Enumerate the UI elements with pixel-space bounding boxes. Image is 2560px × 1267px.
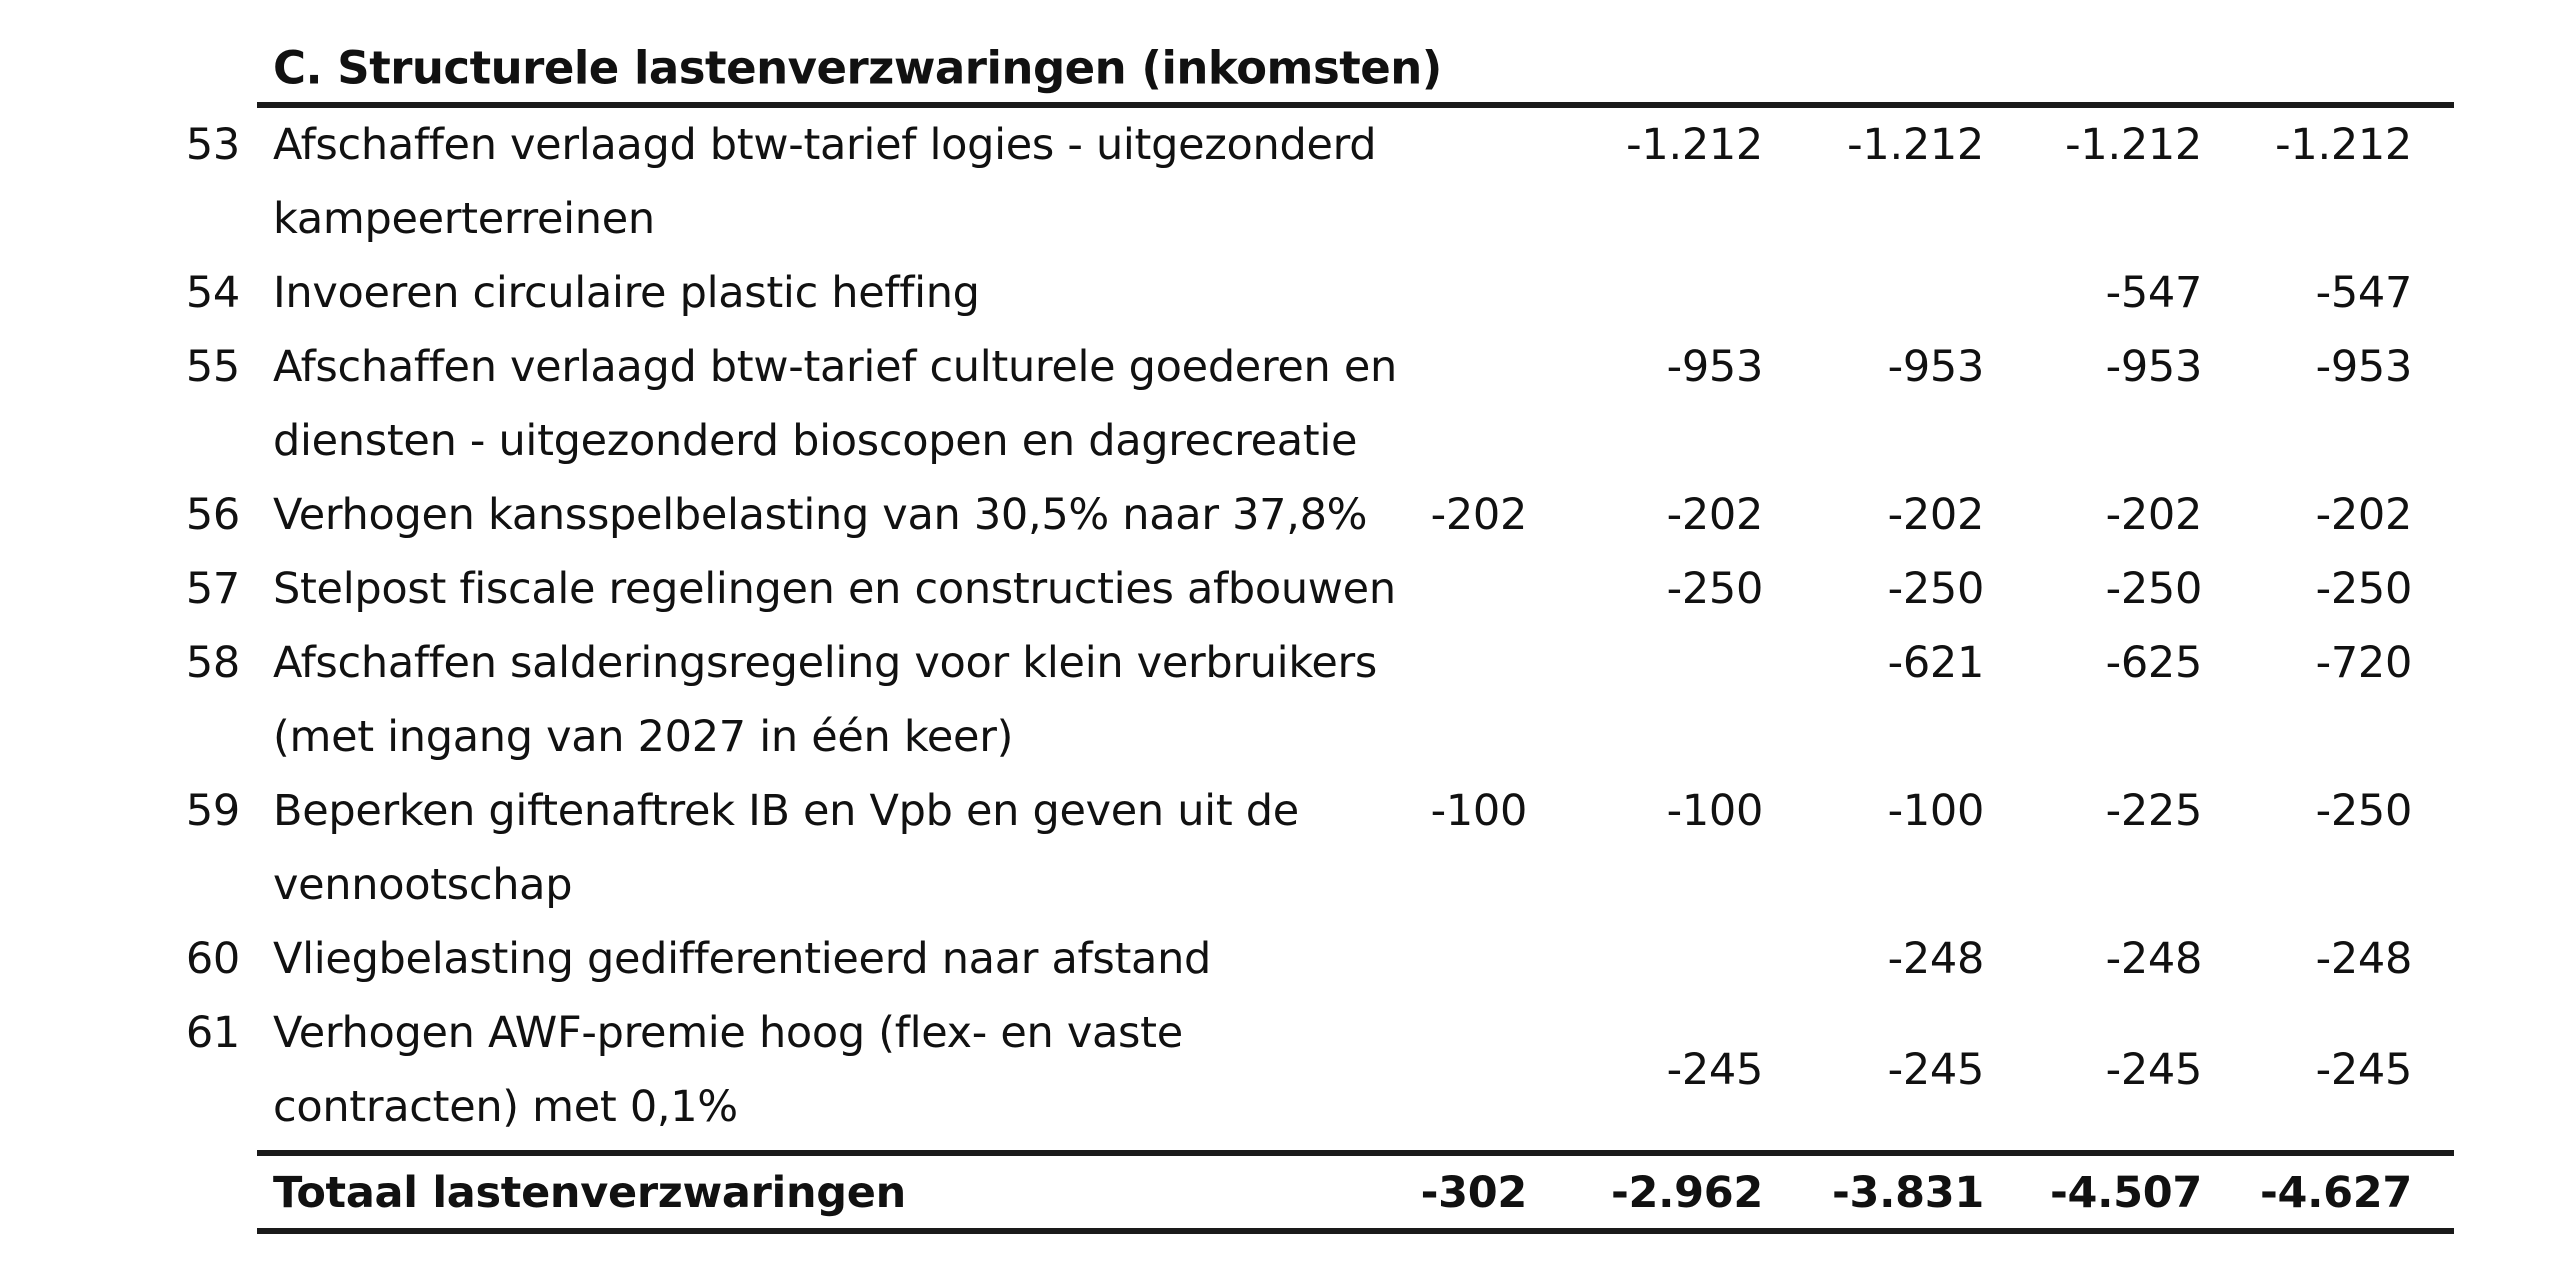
value-cell: -245 [2105,1045,2202,1095]
table-row [0,330,2412,478]
value-cell: -625 [2105,638,2202,688]
table-row [0,774,2412,922]
value-cell: -953 [2315,342,2412,392]
value-cell: -1.212 [1847,120,1984,170]
row-label [240,552,1396,626]
value-cell [1383,108,1527,182]
value-cell: -245 [1887,1045,1984,1095]
row-label-line: contracten) met 0,1% [273,1082,738,1132]
row-label-line: Afschaffen verlaagd btw-tarief logies - uitgezonderd [273,120,1377,170]
value-cell: -248 [1887,934,1984,984]
value-cell: -953 [1666,342,1763,392]
row-label-line: Stelpost fiscale regelingen en constructies afbouwen [273,564,1396,614]
value-cell: -245 [1666,1045,1763,1095]
value-cell: -202 [1887,490,1984,540]
row-number: 55 [185,342,240,392]
table-row [0,256,2412,330]
value-cell [1383,996,1527,1144]
value-cell: -202 [2105,490,2202,540]
row-label-line: Verhogen kansspelbelasting van 30,5% naar 37,8% [273,490,1368,540]
row-label [240,256,1383,330]
value-cell: -245 [2315,1045,2412,1095]
row-label-line: kampeerterreinen [273,194,655,244]
row-label [240,922,1383,996]
row-label [240,478,1383,552]
value-cell [1383,256,1527,330]
row-number: 59 [185,786,240,836]
value-cell: -248 [2105,934,2202,984]
table-total-row [0,1156,2412,1228]
row-label [240,330,1397,478]
row-number: 57 [185,564,240,614]
row-label-line: diensten - uitgezonderd bioscopen en dagrecreatie [273,416,1358,466]
row-label [240,626,1383,774]
value-cell: -547 [2105,268,2202,318]
row-number: 56 [185,490,240,540]
value-cell: -100 [1887,786,1984,836]
row-label [240,774,1383,922]
value-cell: -1.212 [2275,120,2412,170]
value-cell: -621 [1887,638,1984,688]
table-row [0,996,2412,1144]
table-body [0,108,2560,1144]
value-cell [1383,330,1527,404]
table-row [0,922,2412,996]
row-label-line: Verhogen AWF-premie hoog (flex- en vaste [273,1008,1183,1058]
value-cell: -1.212 [1626,120,1763,170]
row-label-line: (met ingang van 2027 in één keer) [273,712,1014,762]
row-label [240,996,1383,1144]
value-cell: -225 [2105,786,2202,836]
row-number: 58 [185,638,240,688]
table-row [0,108,2412,256]
section-title: C. Structurele lastenverzwaringen (inkomsten) [273,41,1442,95]
row-label [240,108,1383,256]
total-value-cell: -302 [1420,1168,1527,1218]
value-cell: -202 [1666,490,1763,540]
value-cell: -250 [2105,564,2202,614]
value-cell: -953 [2105,342,2202,392]
value-cell [1763,256,1984,330]
value-cell: -547 [2315,268,2412,318]
row-number: 53 [185,120,240,170]
total-value-cell: -4.627 [2259,1168,2412,1218]
total-value-cell: -2.962 [1610,1168,1763,1218]
row-number: 60 [185,934,240,984]
value-cell: -720 [2315,638,2412,688]
value-cell [1383,626,1527,700]
row-label-line: Afschaffen salderingsregeling voor klein verbruikers [273,638,1378,688]
row-label-line: Invoeren circulaire plastic heffing [273,268,980,318]
value-cell [1383,922,1527,996]
value-cell [1383,552,1527,626]
row-label-line: vennootschap [273,860,573,910]
value-cell: -250 [1666,564,1763,614]
value-cell: -250 [2315,786,2412,836]
row-number: 61 [185,1008,240,1058]
value-cell: -248 [2315,934,2412,984]
total-row-label: Totaal lastenverzwaringen [273,1168,906,1218]
value-cell [1527,626,1763,700]
section-header [0,0,2560,102]
total-value-cell: -4.507 [2049,1168,2202,1218]
value-cell: -953 [1887,342,1984,392]
value-cell [1527,256,1763,330]
value-cell: -1.212 [2065,120,2202,170]
total-row-number-spacer [0,1156,240,1230]
table-row [0,478,2412,552]
table-row [0,552,2412,626]
row-label-line: Beperken giftenaftrek IB en Vpb en geven uit de [273,786,1299,836]
row-number: 54 [185,268,240,318]
value-cell: -202 [1430,490,1527,540]
table-row [0,626,2412,774]
value-cell: -250 [2315,564,2412,614]
value-cell [1527,922,1763,996]
value-cell: -202 [2315,490,2412,540]
total-value-cell: -3.831 [1831,1168,1984,1218]
value-cell: -100 [1666,786,1763,836]
row-label-line: Afschaffen verlaagd btw-tarief culturele goederen en [273,342,1397,392]
row-label-line: Vliegbelasting gedifferentieerd naar afstand [273,934,1212,984]
value-cell: -250 [1887,564,1984,614]
value-cell: -100 [1430,786,1527,836]
